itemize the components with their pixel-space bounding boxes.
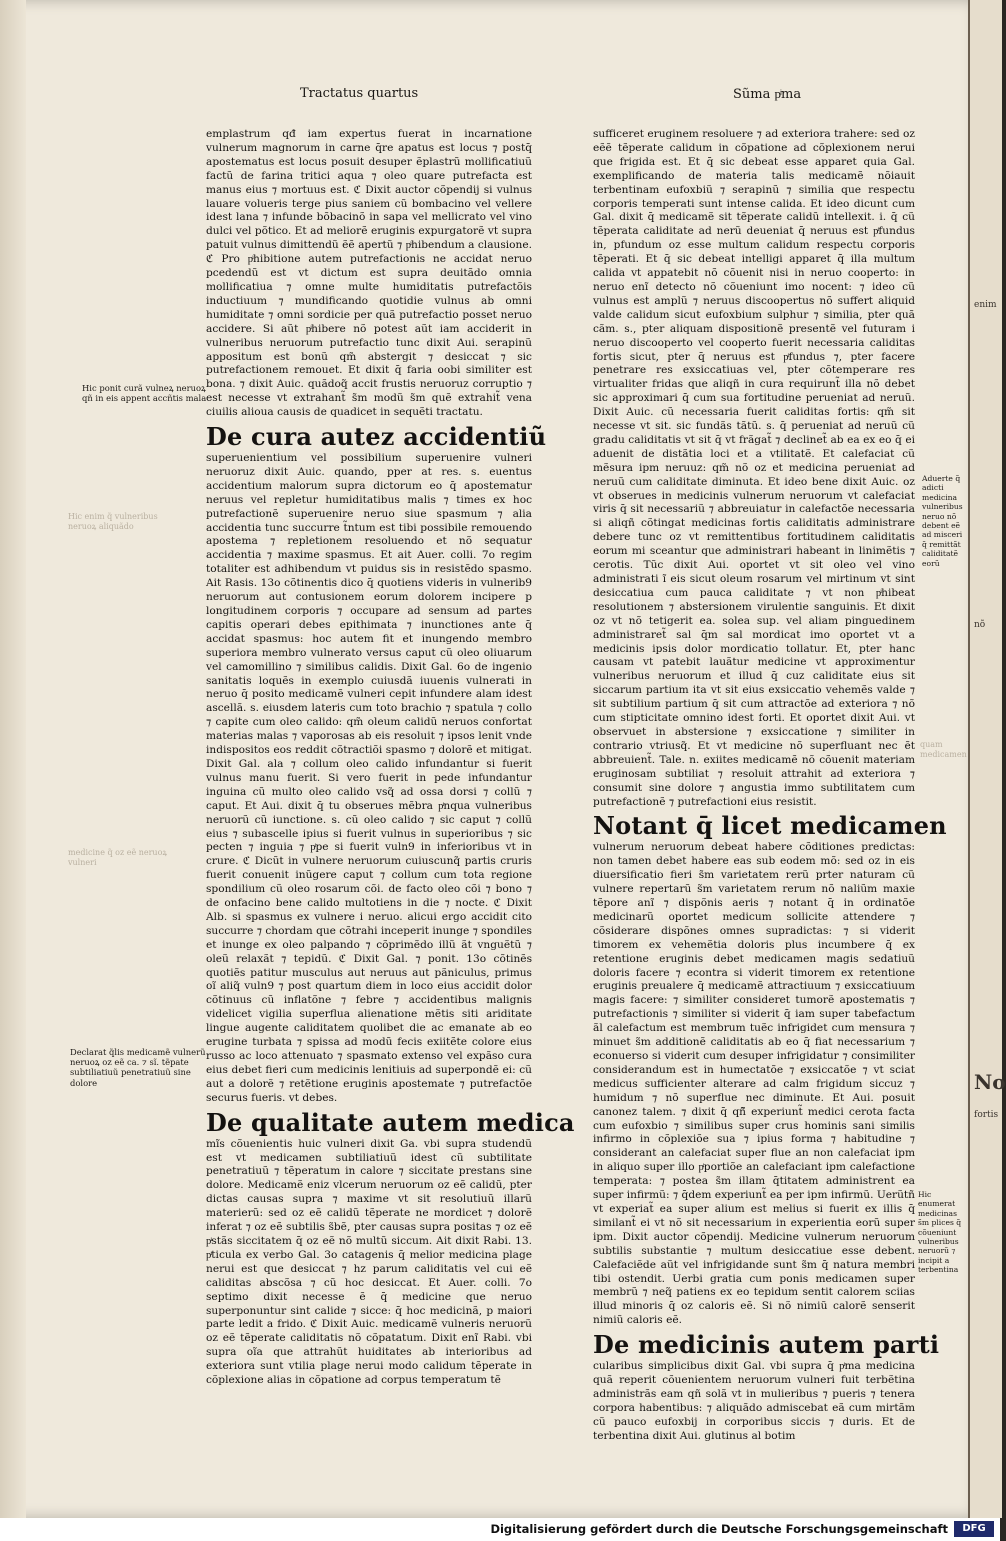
right-margin-note-enumerat: Hic enumerat medicinas s̃m plices q̃ cõueniunt vulneribus neruorũ ⁊ incipit a terbentina — [918, 1190, 962, 1275]
left-paragraph-3: mĩs cõuenientis huic vulneri dixit Ga. vbi supra studendũ est vt medicamen subtiliatiuũ idest cũ subtilitate penetratiuũ ⁊ tẽperatum in calore ⁊ siccitate prestans sine dolore. Medicamẽ eniz vlcerum neruorum oz eẽ calidũ, pter dictas causas supra ⁊ maxime vt sit resolutiuũ illarũ materierũ: sed oz eẽ calidũ tẽperate ne mordicet ⁊ dolorẽ inferat ⁊ oz eẽ subtilis s̃bẽ, pter causas supra positas ⁊ oz eẽ pͥstãs siccitatem q̄ oz eẽ nõ multũ siccum. Ait dixit Rabi. 13. pͥticula ex verbo Gal. 3o catagenis q̄ melior medicina plage nerui est que desiccat ⁊ hz parum caliditatis vel cui eẽ caliditas abscõsa ⁊ cũ hoc desiccat. Et Auer. colli. 7o septimo dixit necesse ẽ q̄ medicine que neruo superponuntur sint calide ⁊ sicce: q̄ hoc medicinã, p maiori parte ledit a frido. ℭ Dixit Auic. medicamẽ vulneris neruorũ oz eẽ tẽperate caliditatis nõ cõpatatum. Dixit enĩ Rabi. vbi supra oĩa que attrahũt huiditates ab interioribus ad exteriora sunt vtilia plage nerui modo calidum tẽperate in cõplexione alias in cõpatione ad corpus temperatum tẽ — [206, 1137, 532, 1387]
show-through-note-2: medicine q̃ oz eẽ neruoꝝ vulneri — [68, 848, 168, 867]
left-running-head: Tractatus quartus — [300, 86, 419, 101]
footer-credit: Digitalisierung gefördert durch die Deutsche Forschungsgemeinschaft — [490, 1522, 948, 1536]
right-heading-medicinis-particularibus: De medicinis autem parti — [593, 1330, 940, 1360]
next-page-fragment-1: enim — [974, 300, 997, 310]
left-margin-note-cura: Hic ponit curã vulneꝝ neruoꝝ qñ in eis appent accñtis mala — [82, 383, 207, 404]
left-heading-qualitate-medicaminis: De qualitate autem medica — [206, 1107, 575, 1137]
right-margin-note-aduerte: Aduerte q̃ adicti medicina vulneribus neruo nõ debent eẽ ad misceri q̃ remittãt caliditatẽ eorũ — [922, 474, 963, 568]
digitization-footer — [0, 1518, 1000, 1541]
next-page-fragment-3: No — [974, 1070, 1006, 1094]
show-through-note-1: Hic enim q̃ vulneribus neruoꝝ aliquãdo — [68, 512, 158, 531]
right-paragraph-2: vulnerum neruorum debeat habere cõditiones predictas: non tamen debet habere eas sub eodem mõ: sed oz in eis diuersificatio fieri s̃m varietatem rerũ prter naturam cũ vulnere repertarũ s̃m varietatem rerum nõ naliũm maxie tẽpore anĩ ⁊ dispõnis aeris ⁊ notant q̄ in ordinatõe medicinarũ oportet medicum sollicite attendere ⁊ cõsiderare dispõnes omnes supradictas: ⁊ si viderit timorem ex vehemẽtia doloris plus incumbere q̄ ex retentione eruginis debet medicamen magis sedatiuũ doloris facere ⁊ econtra si viderit timorem ex retentione eruginis preualere q̄ medicamẽ attractiuum ⁊ exsiccatiuum magis facere: ⁊ similiter consideret tumorẽ apostematis ⁊ putrefactionis ⁊ similiter si viderit q̄ iam super tabefactum ãl calefactum est membrum tuẽc infrigidet cum mensura ⁊ minuet s̃m additionẽ caliditatis ab eo q̄ fiat necessarium ⁊ econuerso si viderit cum desuper infrigidatur ⁊ consimiliter considerandum est in humectatõe ⁊ exsiccatõe ⁊ vt sciat medicus sufficienter alterare ad calm frigidum siccuz ⁊ humidum ⁊ nõ superflue nec diminute. Et Aui. posuit canonez talem. ⁊ dixit q̄ qñ̃ experiunt̃ medici cerota facta cum eufoxbio ⁊ similibus super crus hominis sani similis infirmo in cõplexiõe sua ⁊ ipius forma ⁊ habitudine ⁊ considerant an calefaciat super flue an non calefaciat ipm in aliquo super illo pͥportiõe an calefaciant ipm calefactione temperata: ⁊ postea s̃m illam q̄titatem administrent ea super infirmũ: ⁊ q̄dem experiunt̃ ea per ipm infirmũ. Uerũtñ vt experiat̃ ea super alium est melius si fuerit ex illis q̄ similant̃ ei vt nõ sit necessarium in experientia eorũ super ipm. Dixit auctor cõpendij. Medicine vulnerum neruorum subtilis substantie ⁊ multum desiccatiue esse debent. Calefaciẽde aũt vel infrigidande sunt s̃m q̄ natura membri tibi ostendit. Uerbi gratia cum ponis medicamen super membrũ ⁊ neq̃ patiens ex eo tepidum sentit calorem sciias illud minoris q̄ oz caloris eẽ. Si nõ nimiũ calorẽ senserit nimiũ caloris eẽ. — [593, 841, 915, 1327]
right-heading-notant: Notant q̄ licet medicamen — [593, 811, 947, 841]
right-paragraph-3: cularibus simplicibus dixit Gal. vbi supra q̄ pͥma medicina quã reperit cõuenientem neruorum vulneri fuit terbẽtina administrãs eam qñ solã vt in mulieribus ⁊ pueris ⁊ tenera corpora habentibus: ⁊ aliquãdo admiscebat eã cum mirtãm cũ pauco eufoxbij in corporibus siccis ⁊ duris. Et de terbentina dixit Aui. glutinus al botim — [593, 1360, 915, 1442]
left-text-column — [206, 128, 575, 1388]
show-through-note-3: quam medicamen — [920, 740, 967, 759]
next-page-fragment-4: fortis — [974, 1110, 999, 1120]
next-page-edge — [968, 0, 1006, 1518]
left-heading-cura-accidentium: De cura autez accidentiũ — [206, 422, 547, 452]
dfg-logo: DFG — [954, 1521, 994, 1537]
page-edge-shadow — [0, 0, 26, 1518]
left-paragraph-1: emplastrum qđ iam expertus fuerat in incarnatione vulnerum magnorum in carne q̄re apatus est locus ⁊ postq̄ apostematus est locus posuit desuper ẽplastrũ mollificatiuũ factũ de farina tritici aqua ⁊ oleo quare putrefacta est manus eius ⁊ mortuus est. ℭ Dixit auctor cõpendij si vulnus lauare volueris terge pius saniem cũ bombacino vel vellere idest lana ⁊ infunde bõbacinõ in sapa vel mellicrato vel vino dulci vel põtico. Et ad meliorẽ eruginis expurgatorẽ vt supra patuit vulnus dimittendũ ẽẽ apertũ ⁊ pͥhibendum a clausione. ℭ Pro pͥhibitione autem putrefactionis ne accidat neruo pcedendũ est vt dictum est supra deuitãdo omnia mollificatiua ⁊ omne multe humiditatis putrefactõis inductiuum ⁊ mundificando quotidie vulnus ab omni humiditate ⁊ omni sordicie per quã putrefactio posset neruo accidere. Si aũt pͥhibere nõ potest aũt iam acciderit in vulneribus neruorum putrefactio tunc dixit Aui. serapinũ appositum est bonũ qm̃ abstergit ⁊ desiccat ⁊ sic putrefactionem remouet. Et dixit q̄ faria oobi similiter est bona. ⁊ dixit Auic. quãdoq̃ accit frustis neruoruz corruptio ⁊ est necesse vt extrahant̃ s̃m modũ s̃m quẽ extrahit̃ vena ciuilis alioua causis de quadicet in sequẽti tractatu. — [206, 128, 532, 419]
right-paragraph-1: sufficeret eruginem resoluere ⁊ ad exteriora trahere: sed oz eẽẽ tẽperate calidum in cõpatione ad cõplexionem nerui que frigida est. Et q̄ sic debeat esse apparet quia Gal. exemplificando de materia talis medicamẽ nõiauit terbentinam eufoxbiũ ⁊ serapinũ ⁊ similia que respectu corporis temperati sunt intense calida. Et ideo dicunt cum Gal. dixit q̄ medicamẽ sit tẽperate calidũ intellexit. i. q̄ cũ tẽperata caliditate ad nerũ deueniat q̄ neruus est pͥfundus in, pfundum oz esse multum calidum respectu corporis tẽperati. Et q̄ sic debeat intelligi apparet q̄ illa multum calida vt appatebit nõ cõuenit nisi in neruo cooperto: in neruo enĩ detecto nõ cõueniunt imo nocent: ⁊ ideo cũ vulnus est amplũ ⁊ neruus discoopertus nõ suffert aliquid valde calidum sicut eufoxbium sulphur ⁊ similia, pter quã cãm. s., pter aliquam dispositionẽ presentẽ vel futuram i neruo discooperto vel cooperto fuerit necessaria caliditas fortis sicut, pter q̄ neruus est pͥfundus ⁊, pter facere penetrare res exsiccatiuas vel, pter cõtemperare res virtualiter fridas que aliqñ in cura requirunt̃ illa nõ debet sic approximari q̄ cum sua fortitudine perueniat ad neruũ. Dixit Auic. cũ necessaria fuerit caliditas fortis: qm̃ sit necesse vt sit. sic fundãs tãtũ. s. q̄ perueniat ad neruũ cũ gradu caliditatis vt sit q̄ vt frãgat̃ ⁊ declinet̃ ab ea ex eo q̄ ei aduenit de distãtia loci et a vtilitatẽ. Et calefaciat cũ mẽsura ipm neruuz: qm̃ nõ oz et medicina perueniat ad neruũ cum caliditate diminuta. Et ideo bene dixit Auic. oz vt obserues in medicinis vulnerum neruorum vt calefaciat viris q̄ sit necessariũ ⁊ abbreuiatur in calefactõe necessaria si aliqñ cõtingat medicinas fortis caliditatis administrare debere tunc oz vt remittentibus fortitudinem caliditatis eorum mi sceantur que administrari habeant in linimẽtis ⁊ cerotis. Tũc dixit Aui. oportet vt sit oleo vel vino administrati ĩ eis sicut oleum rosarum vel mirtinum vt sint desiccatiua cum pauca caliditate ⁊ vt non pͥhibeat resolutionem ⁊ abstersionem virulentie sanguinis. Et dixit oz vt nõ tetigerit ea. solea sup. vel aliam pinguedinem administraret̃ sal q̄m sal mordicat imo oportet vt a medicinis ipsis dolor mordicatio tollatur. Et, pter hanc causam vt patebit lauãtur medicine vt approximentur vulneribus neruorum et illud q̄ cuz caliditate eius sit siccarum partium ita vt sit eius exsiccatio vehemẽs valde ⁊ sit subtilium partium q̄ sit cum attractõe ad exteriora ⁊ nõ cum stipticitate omnino idest forti. Et oportet dixit Aui. vt observuet in abstersione ⁊ exsiccatione ⁊ similiter in contrario vtriusq̃. Et vt medicine nõ superfluant nec ẽt abbreuient̃. Tale. n. exiites medicamẽ nõ cõuenit materiam eruginosam subtiliat ⁊ resoluit attrahit ad exteriora ⁊ consumit sine dolore ⁊ angustia immo subtilitatem cum putrefactionẽ ⁊ putrefactioni eius resistit. — [593, 128, 915, 808]
next-page-fragment-2: nõ — [974, 620, 986, 630]
left-paragraph-2: superuenientium vel possibilium superuenire vulneri neruoruz dixit Auic. quando, pper at res. s. euentus accidentium malorum supra dictorum eo q̄ apostematur neruus vel repletur humiditatibus malis ⁊ times ex hoc putrefactionẽ superuenire neruo siue spasmum ⁊ alia accidentia tunc succurre t̃ntum est tibi possibile remouendo apostema ⁊ repletionem resoluendo et nõ sequatur accidentia ⁊ maxime spasmus. Et ait Auer. colli. 7o regim totaliter est adhibendum vt puidus sis in resistẽdo spasmo. Ait Rasis. 13o cõtinentis dico q̄ quotiens videris in vulnerib9 neruorum aut contusionem eorum dolorem incipere p longitudinem corporis ⁊ occupare ad sensum ad partes capitis operari debes epithimata ⁊ inunctiones ante q̄ accidat spasmus: hoc autem fit et inungendo membro superiora membro vulnerato versus caput cũ oleo oliuarum vel camomillino ⁊ similibus calidis. Dixit Gal. 6o de ingenio sanitatis loquẽs in exemplo cuiusdã iuuenis vulnerati in neruo q̄ posito medicamẽ vulneri cepit infundere alam idest ascellã. s. eiusdem lateris cum toto brachio ⁊ spatula ⁊ collo ⁊ capite cum oleo calido: qm̃ oleum calidũ neruos confortat materias malas ⁊ vaporosas ab eis resoluit ⁊ ipsos lenit vnde indispositos eos reddit cõtractiõi spasmo ⁊ dolorẽ et mitigat. Dixit Gal. ala ⁊ collum oleo calido infundantur si fuerit vulnus manu fuerit. Si vero fuerit in pede infundantur inguina cũ multo oleo calido vsq̃ ad ossa dorsi ⁊ collũ ⁊ caput. Et Aui. dixit q̄ tu obserues mẽbra pͥnqua vulneribus neruorũ cũ iunctione. s. cũ oleo calido ⁊ sic caput ⁊ collũ eius ⁊ subascelle ipius si fuerit vulnus in superioribus ⁊ sic pecten ⁊ inguia ⁊ pͥpe si fuerit vuln9 in inferioribus vt in crure. ℭ Dicũt in vulnere neruorum cuiuscunq̃ partis cruris fuerit conuenit inũgere caput ⁊ collum cum tota regione spondilium cũ oleo rosarum cõi. de facto oleo cõi ⁊ bono ⁊ de onfacino bene calido multotiens in die ⁊ nocte. ℭ Dixit Alb. si spasmus ex vulnere i neruo. alicui ergo accidit cito succurre ⁊ chordam que cõtrahi inceperit inunge ⁊ spondiles et inunge ex oleo palpando ⁊ cõprimẽdo illũ ãt vnguẽtũ ⁊ oleũ relaxãt ⁊ tepidũ. ℭ Dixit Gal. ⁊ ponit. 13o cõtinẽs quotiẽs patitur musculus aut neruus aut pãniculus, primus oĩ aliq̃ vuln9 ⁊ post quartum diem in loco eius accidit dolor cõtinuus cũ inflatõne ⁊ febre ⁊ accidentibus malignis videlicet vigilia superflua alienatione mẽtis siti ariditate lingue augente caliditatem quolibet die ac emanate ab eo erugine turbata ⁊ spissa ad modũ fecis exiitẽte colore eius russo ac loco attenuato ⁊ spasmato extenso vel expãso cura eius debet fieri cum medicinis lenitiuis ad superpondẽ ei: cũ aut a dolorẽ ⁊ retẽtione eruginis apostemate ⁊ putrefactõe securus fueris. vt debes. — [206, 452, 532, 1104]
right-running-head: Sũma pͥma — [733, 87, 802, 102]
left-margin-note-declarat: Declarat q̃lis medicamẽ vulnerũ neruoꝝ oz eẽ ca. ⁊ sĩ. tẽpate subtiliatiuũ penetratiuũ sine dolore — [70, 1047, 206, 1088]
